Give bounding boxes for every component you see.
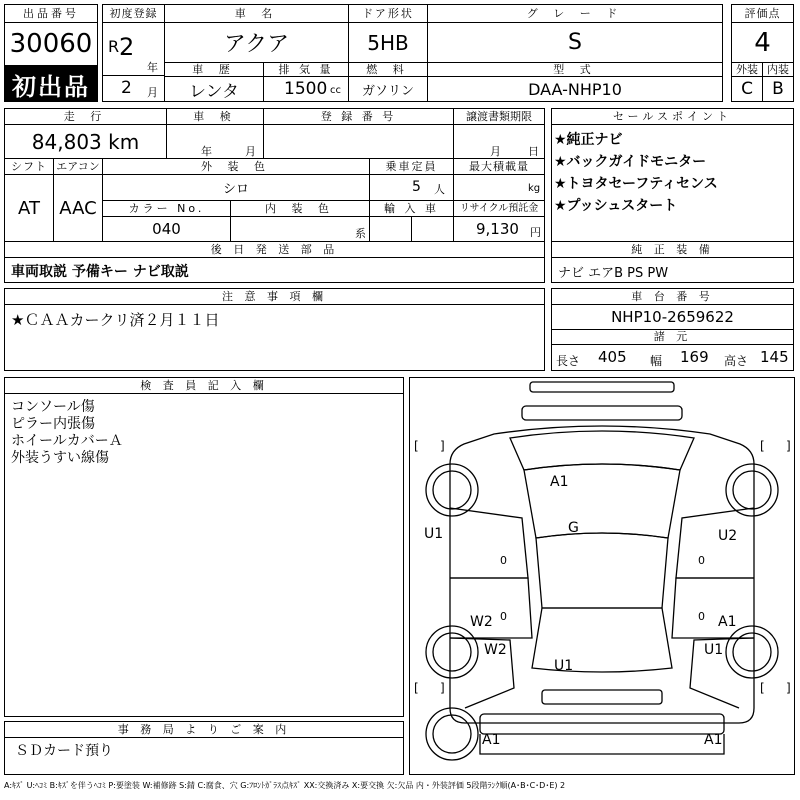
chassis-box xyxy=(551,304,794,330)
damage-mark: W2 xyxy=(484,642,507,658)
model-code-label: 型 式 xyxy=(427,62,723,77)
dims-label: 諸 元 xyxy=(551,329,794,345)
height: 145 xyxy=(760,348,789,366)
reg-number-label: 登 録 番 号 xyxy=(263,108,454,125)
first-reg-year-box xyxy=(102,22,165,76)
chassis: NHP10-2659622 xyxy=(611,308,734,326)
history-label: 車 歴 xyxy=(164,62,264,77)
damage-mark: U1 xyxy=(554,658,574,674)
office-label: 事 務 局 よ り ご 案 内 xyxy=(4,721,404,738)
inspector-box xyxy=(4,393,404,717)
history-box xyxy=(164,76,264,102)
left-front-door xyxy=(450,508,528,578)
color-no-box xyxy=(102,216,231,242)
recycle-box xyxy=(453,216,545,242)
zero-mark: 0 xyxy=(698,554,705,567)
door-box xyxy=(348,22,428,63)
inspector-line: ホイールカバーＡ xyxy=(11,433,123,449)
bracket: ] xyxy=(786,439,791,453)
import-label: 輸 入 車 xyxy=(369,200,454,217)
max-load-label: 最大積載量 xyxy=(453,158,545,175)
rear-bumper-bottom xyxy=(480,734,724,754)
car-diagram xyxy=(409,377,795,775)
bracket: ] xyxy=(440,439,445,453)
first-reg-month-unit: 月 xyxy=(147,86,158,99)
dims-box xyxy=(551,344,794,371)
transfer-docs-box xyxy=(453,124,545,159)
body-outline xyxy=(450,426,754,723)
inspection-label: 車 検 xyxy=(166,108,264,125)
reg-number-box xyxy=(263,124,454,159)
rear-right-wheel xyxy=(726,626,778,678)
bracket: [ xyxy=(760,439,765,453)
grade-box xyxy=(427,22,723,63)
interior: B xyxy=(772,79,784,99)
first-reg-label: 初度登録 xyxy=(102,4,165,23)
car-diagram-svg xyxy=(410,378,794,774)
interior-label: 内装 xyxy=(762,62,794,77)
parts-value: 車両取説 予備キー ナビ取説 xyxy=(11,264,189,280)
chassis-label: 車 台 番 号 xyxy=(551,288,794,305)
damage-mark: U2 xyxy=(718,528,738,544)
sales-point: ★トヨタセーフティセンス xyxy=(554,176,718,192)
length-label: 長さ xyxy=(556,354,581,368)
displacement: 1500 xyxy=(284,79,328,99)
equip-box xyxy=(551,257,794,283)
rear-left-wheel xyxy=(426,626,478,678)
first-reg-month: 2 xyxy=(121,78,132,98)
first-reg-era: R xyxy=(108,37,120,56)
equip-label: 純 正 装 備 xyxy=(551,241,794,258)
ext-color-box xyxy=(102,174,370,201)
mileage: 84,803 km xyxy=(31,129,140,154)
bracket: ] xyxy=(440,681,445,695)
inspector-line: ピラー内張傷 xyxy=(11,416,95,432)
bracket: [ xyxy=(414,439,419,453)
damage-mark: A1 xyxy=(718,614,737,630)
damage-mark: A1 xyxy=(482,732,501,748)
damage-mark: U1 xyxy=(704,642,724,658)
right-front-door xyxy=(676,508,754,578)
damage-mark: A1 xyxy=(704,732,723,748)
exterior-label: 外装 xyxy=(731,62,763,77)
width: 169 xyxy=(680,348,709,366)
transfer-month-unit: 月 xyxy=(490,145,501,158)
front-bumper-inner xyxy=(522,406,682,420)
grade: S xyxy=(568,30,582,55)
capacity-unit: 人 xyxy=(434,183,445,196)
inspector-line: コンソール傷 xyxy=(11,399,95,415)
damage-mark: U1 xyxy=(424,526,444,542)
bracket: [ xyxy=(414,681,419,695)
notes-value: ★ＣＡＡカークリ済２月１１日 xyxy=(11,311,220,329)
fuel-box xyxy=(348,76,428,102)
door: 5HB xyxy=(367,30,409,55)
first-listing-badge-label: 初出品 xyxy=(12,72,90,101)
recycle-label: リサイクル預託金 xyxy=(453,200,545,217)
bracket: [ xyxy=(760,681,765,695)
mileage-box xyxy=(4,124,167,159)
bracket: ] xyxy=(786,681,791,695)
zero-mark: 0 xyxy=(500,610,507,623)
fuel-label: 燃 料 xyxy=(348,62,428,77)
lot-number-label: 出品番号 xyxy=(4,4,98,23)
ext-color: シロ xyxy=(222,182,249,197)
car-name-box xyxy=(164,22,349,63)
recycle: 9,130 xyxy=(476,220,519,238)
max-load-box xyxy=(453,174,545,201)
first-listing-badge xyxy=(4,66,98,102)
displacement-box xyxy=(263,76,349,102)
office-box xyxy=(4,737,404,775)
displacement-label: 排 気 量 xyxy=(263,62,349,77)
car-name-label: 車 名 xyxy=(164,4,349,23)
first-reg-year-unit: 年 xyxy=(147,61,158,74)
color-no: 040 xyxy=(152,220,181,238)
notes-label: 注 意 事 項 欄 xyxy=(4,288,545,305)
import-box-right xyxy=(411,216,454,242)
rear-window xyxy=(532,608,672,672)
rear-bumper-outer xyxy=(480,714,724,734)
import-box-left xyxy=(369,216,412,242)
front-left-wheel-inner xyxy=(433,471,471,509)
score: 4 xyxy=(754,27,771,58)
transfer-docs-label: 譲渡書類期限 xyxy=(453,108,545,125)
roof xyxy=(536,533,668,608)
int-color-suffix: 系 xyxy=(355,227,366,240)
exterior-box xyxy=(731,76,763,102)
damage-mark: W2 xyxy=(470,614,493,630)
model-code-box xyxy=(427,76,723,102)
capacity: 5 xyxy=(412,179,421,195)
sales-point: ★バックガイドモニター xyxy=(554,154,707,170)
exterior: C xyxy=(741,79,753,99)
shift-box xyxy=(4,174,54,242)
lot-number-box xyxy=(4,22,98,66)
score-box xyxy=(731,22,794,63)
shift: AT xyxy=(18,197,40,219)
inspector-label: 検 査 員 記 入 欄 xyxy=(4,377,404,394)
grade-label: グ レ ー ド xyxy=(427,4,723,23)
inspector-line: 外装うすい線傷 xyxy=(11,450,109,466)
front-bumper-outer xyxy=(530,382,674,392)
damage-mark: G xyxy=(568,520,579,536)
inspection-box xyxy=(166,124,264,159)
sales-points-box xyxy=(551,124,794,242)
rear-bumper-inner xyxy=(542,690,662,704)
office-value: ＳＤカード預り xyxy=(15,743,113,759)
model-code: DAA-NHP10 xyxy=(528,79,622,99)
color-no-label: カラー No. xyxy=(102,200,231,217)
legend: A:ｷｽﾞ U:ﾍｺﾐ B:ｷｽﾞを伴うﾍｺﾐ P:要塗装 W:補修跡 S:錆 C:腐食、穴 G:ﾌﾛﾝﾄｶﾞﾗｽ点ｷｽﾞ XX:交換済み X:要交換 欠:欠品 内・外装評価 5段階ﾗﾝｸ順(A･B･C･D･E) 2 xyxy=(4,781,566,790)
first-reg-month-box xyxy=(102,75,165,102)
door-label: ドア形状 xyxy=(348,4,428,23)
parts-label: 後 日 発 送 部 品 xyxy=(4,241,545,258)
capacity-box xyxy=(369,174,454,201)
shift-label: シフト xyxy=(4,158,54,175)
max-load-unit: kg xyxy=(528,183,541,194)
inspection-year-unit: 年 xyxy=(201,145,212,158)
aircon: AAC xyxy=(59,197,97,219)
zero-mark: 0 xyxy=(500,554,507,567)
int-color-box xyxy=(230,216,370,242)
capacity-label: 乗車定員 xyxy=(369,158,454,175)
sales-points-label: セールスポイント xyxy=(551,108,794,125)
mileage-label: 走 行 xyxy=(4,108,167,125)
ext-color-label: 外 装 色 xyxy=(102,158,370,175)
sales-point: ★純正ナビ xyxy=(554,132,623,148)
recycle-unit: 円 xyxy=(530,226,541,239)
spare-wheel-inner xyxy=(433,715,471,753)
history: レンタ xyxy=(189,81,239,101)
damage-mark: A1 xyxy=(550,474,569,490)
parts-box xyxy=(4,257,545,283)
front-right-wheel-inner xyxy=(733,471,771,509)
length: 405 xyxy=(598,348,627,366)
lot-number: 30060 xyxy=(9,29,93,59)
right-rear-door xyxy=(672,578,754,638)
transfer-day-unit: 日 xyxy=(528,145,539,158)
int-color-label: 内 装 色 xyxy=(230,200,370,217)
fuel: ガソリン xyxy=(361,83,414,99)
displacement-unit: cc xyxy=(330,85,341,96)
sales-point: ★プッシュスタート xyxy=(554,198,678,214)
aircon-box xyxy=(53,174,103,242)
windshield xyxy=(524,464,680,538)
zero-mark: 0 xyxy=(698,610,705,623)
notes-box xyxy=(4,304,545,371)
width-label: 幅 xyxy=(650,354,663,368)
score-label: 評価点 xyxy=(731,4,794,23)
height-label: 高さ xyxy=(724,354,749,368)
first-reg-year: 2 xyxy=(119,33,135,61)
interior-box xyxy=(762,76,794,102)
aircon-label: エアコン xyxy=(53,158,103,175)
equip-value: ナビ エアB PS PW xyxy=(558,266,669,281)
car-name: アクア xyxy=(223,32,290,57)
inspection-month-unit: 月 xyxy=(245,145,256,158)
